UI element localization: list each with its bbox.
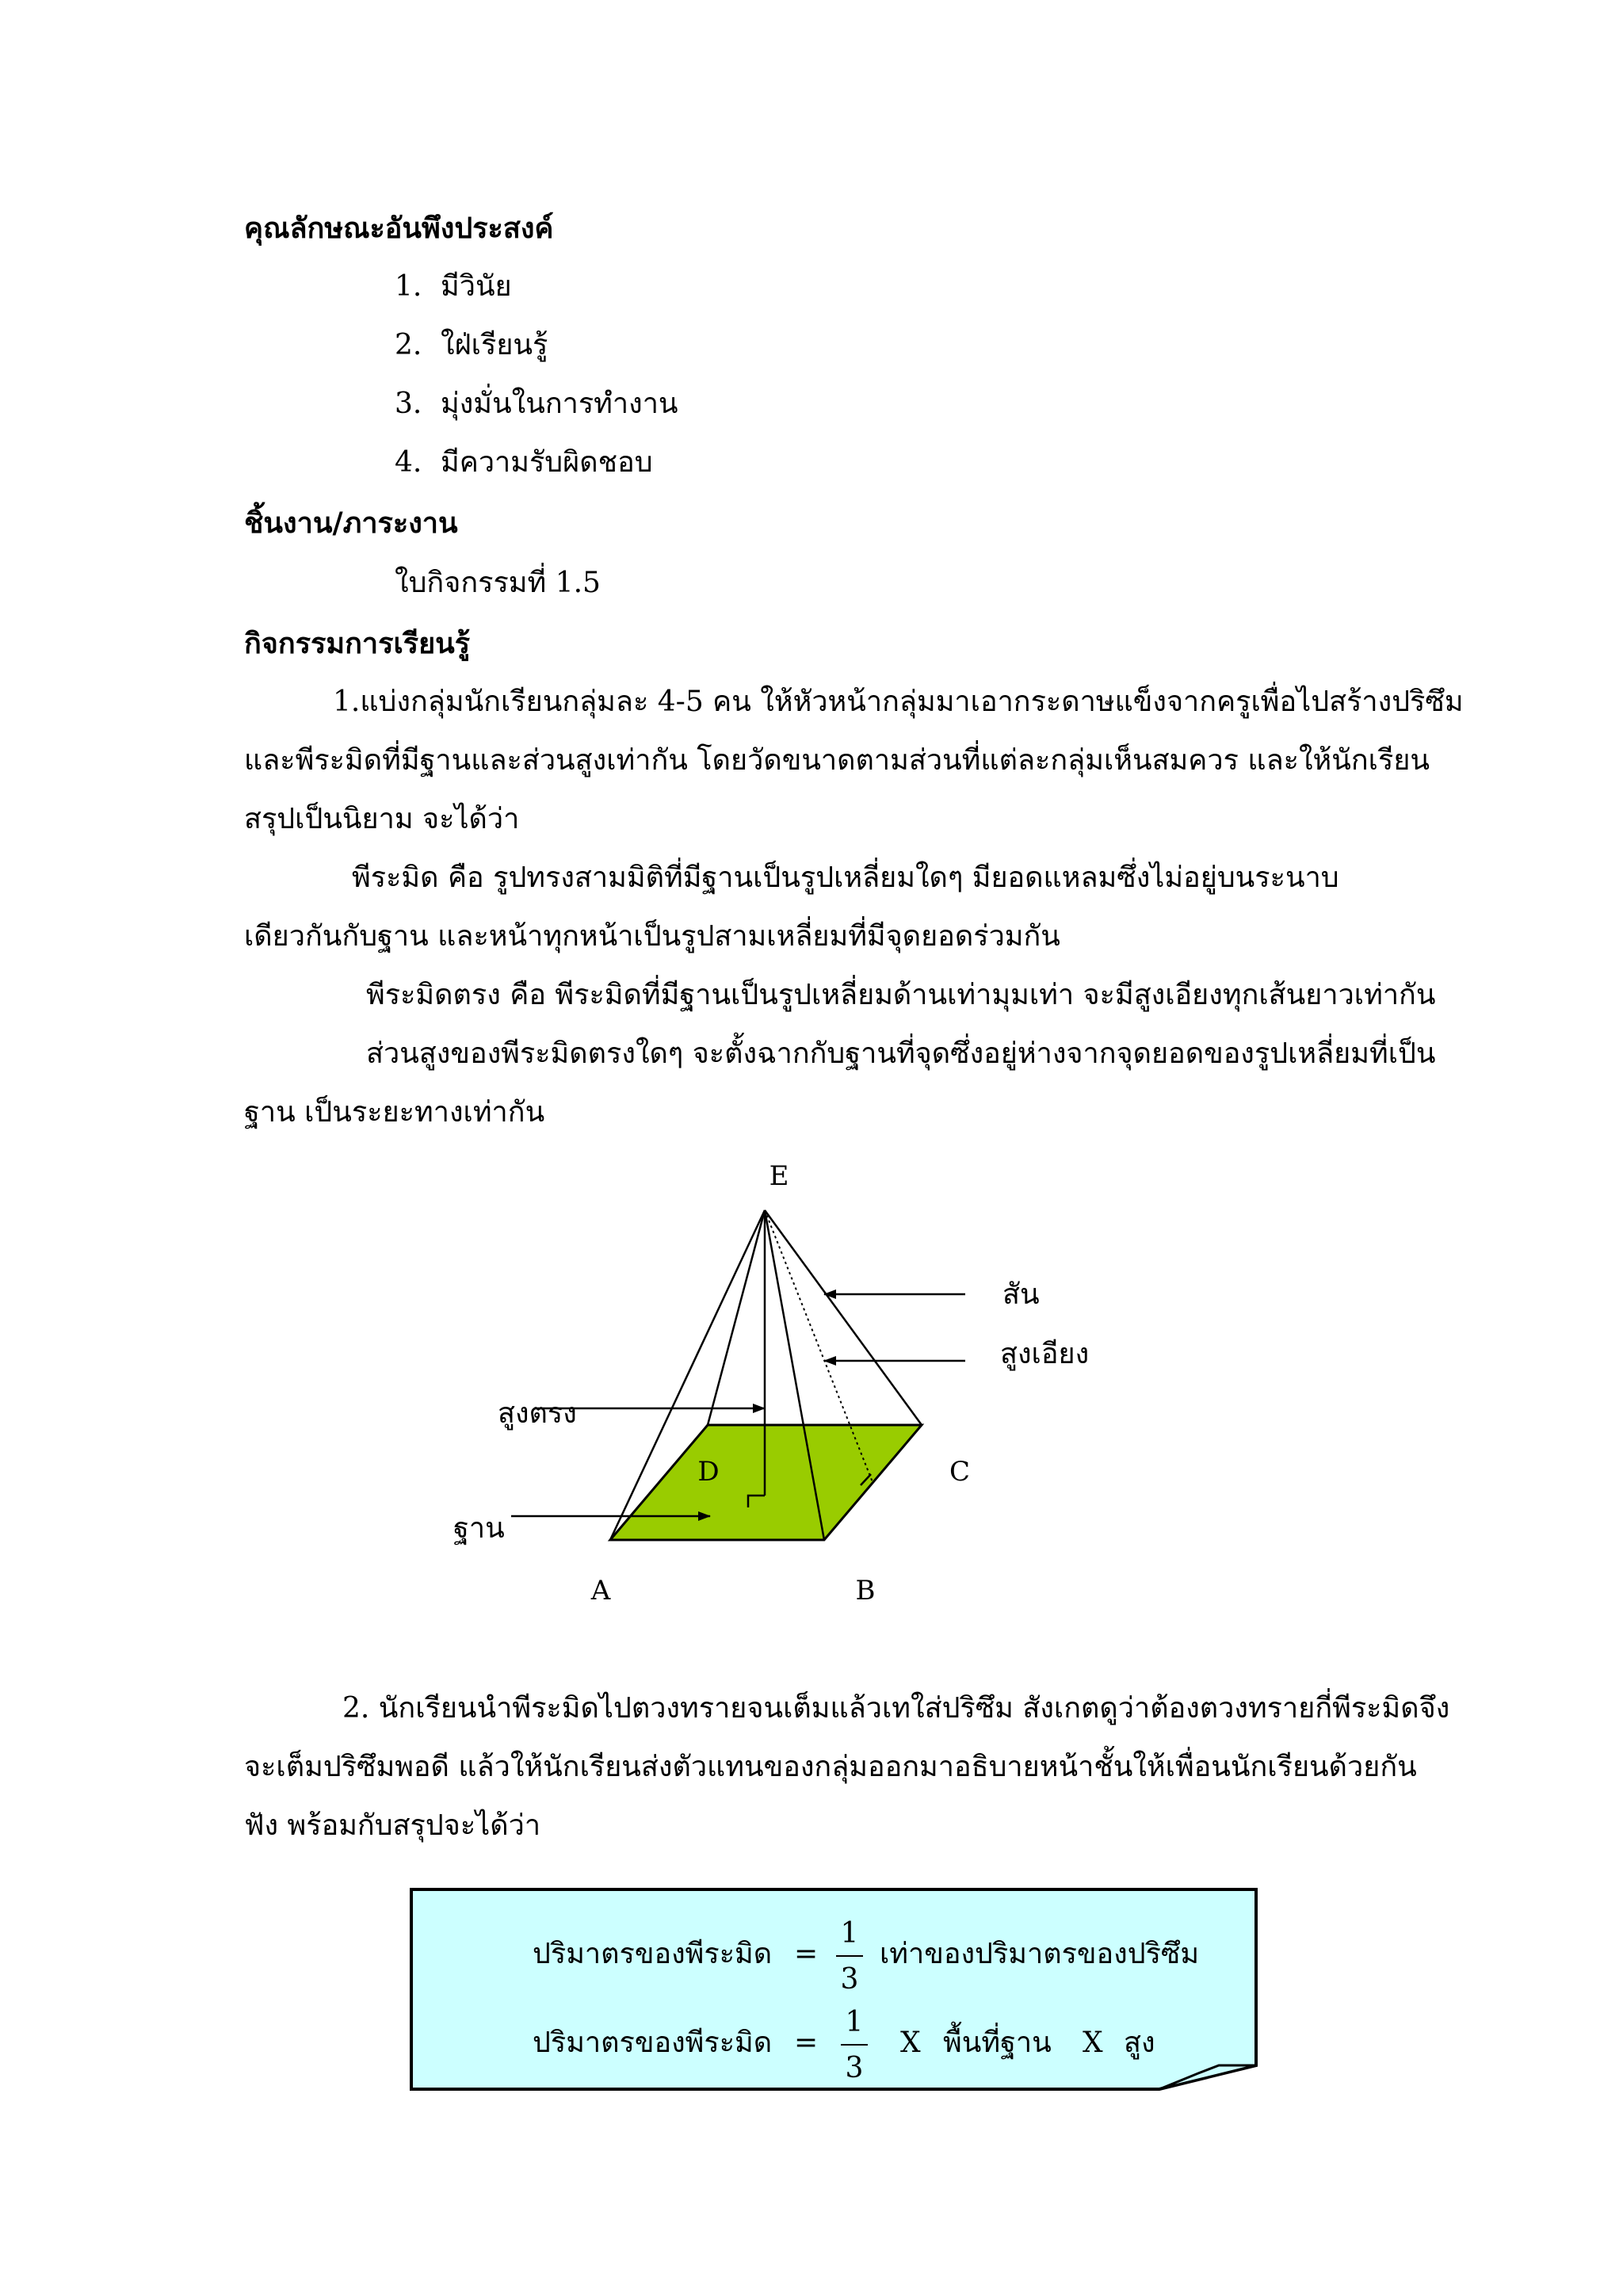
- paragraph-line: 1.แบ่งกลุ่มนักเรียนกลุ่มละ 4-5 คน ให้หัวหน้ากลุ่มมาเอากระดาษแข็งจากครูเพื่อไปสร้างปริซึม: [333, 686, 1464, 718]
- formula-line2-multiply: X: [900, 2027, 921, 2059]
- vertex-label-a: A: [590, 1575, 611, 1606]
- label-edge: สัน: [1002, 1278, 1040, 1311]
- item-text: ใฝ่เรียนรู้: [441, 329, 548, 361]
- vertex-label-d: D: [697, 1456, 720, 1488]
- paragraph-line: และพีระมิดที่มีฐานและส่วนสูงเท่ากัน โดยวัดขนาดตามส่วนที่แต่ละกลุ่มเห็นสมควร และให้นักเรียน: [244, 744, 1430, 777]
- formula-line2-denominator: 3: [845, 2052, 864, 2084]
- fraction-bar: [841, 2044, 868, 2046]
- paragraph-line: จะเต็มปริซึมพอดี แล้วให้นักเรียนส่งตัวแทนของกลุ่มออกมาอธิบายหน้าชั้นให้เพื่อนนักเรียนด้วยกัน: [244, 1751, 1417, 1783]
- vertex-label-c: C: [949, 1456, 971, 1488]
- item-number: 3.: [395, 388, 422, 420]
- formula-line2-multiply: X: [1083, 2027, 1103, 2059]
- label-slant-height: สูงเอียง: [1000, 1338, 1090, 1370]
- definition-line: ฐาน เป็นระยะทางเท่ากัน: [244, 1096, 545, 1129]
- workpiece-item: ใบกิจกรรมที่ 1.5: [395, 567, 601, 599]
- formula-line2-left: ปริมาตรของพีระมิด: [533, 2027, 773, 2059]
- item-number: 1.: [395, 270, 422, 303]
- vertex-label-e: E: [769, 1160, 789, 1192]
- item-text: มุ่งมั่นในการทำงาน: [441, 388, 678, 420]
- definition-line: พีระมิด คือ รูปทรงสามมิติที่มีฐานเป็นรูปเหลี่ยมใดๆ มียอดแหลมซึ่งไม่อยู่บนระนาบ: [352, 861, 1339, 894]
- formula-line2-base-area: พื้นที่ฐาน: [943, 2027, 1052, 2059]
- item-text: มีความรับผิดชอบ: [441, 446, 653, 479]
- paragraph-line: ฟัง พร้อมกับสรุปจะได้ว่า: [244, 1809, 541, 1842]
- vertex-label-b: B: [855, 1575, 876, 1606]
- item-text: มีวินัย: [441, 270, 512, 303]
- definition-line: ส่วนสูงของพีระมิดตรงใดๆ จะตั้งฉากกับฐานที่จุดซึ่งอยู่ห่างจากจุดยอดของรูปเหลี่ยมที่เป็น: [366, 1037, 1436, 1070]
- label-base: ฐาน: [453, 1512, 505, 1545]
- item-number: 4.: [395, 446, 422, 479]
- definition-line: เดียวกันกับฐาน และหน้าทุกหน้าเป็นรูปสามเหลี่ยมที่มีจุดยอดร่วมกัน: [244, 920, 1060, 953]
- heading-desired-attributes: คุณลักษณะอันพึงประสงค์: [244, 212, 554, 245]
- fraction-bar: [836, 1955, 863, 1957]
- item-number: 2.: [395, 329, 422, 361]
- formula-line2-equals: =: [794, 2027, 819, 2059]
- formula-line1-numerator: 1: [840, 1917, 859, 1950]
- formula-line1-right: เท่าของปริมาตรของปริซึม: [880, 1938, 1200, 1970]
- heading-workpiece: ชิ้นงาน/ภาระงาน: [244, 506, 458, 540]
- paragraph-line: 2. นักเรียนนำพีระมิดไปตวงทรายจนเต็มแล้วเทใส่ปริซึม สังเกตดูว่าต้องตวงทรายกี่พีระมิดจึง: [342, 1692, 1450, 1725]
- formula-line1-equals: =: [794, 1938, 819, 1970]
- definition-line: พีระมิดตรง คือ พีระมิดที่มีฐานเป็นรูปเหลี่ยมด้านเท่ามุมเท่า จะมีสูงเอียงทุกเส้นยาวเท่ากัน: [366, 979, 1436, 1011]
- label-height: สูงตรง: [498, 1397, 577, 1430]
- heading-learning-activities: กิจกรรมการเรียนรู้: [244, 627, 471, 660]
- formula-line1-denominator: 3: [840, 1963, 859, 1996]
- formula-line1-left: ปริมาตรของพีระมิด: [533, 1938, 773, 1970]
- formula-line2-numerator: 1: [845, 2006, 864, 2038]
- paragraph-line: สรุปเป็นนิยาม จะได้ว่า: [244, 803, 520, 835]
- formula-line2-height: สูง: [1124, 2027, 1155, 2059]
